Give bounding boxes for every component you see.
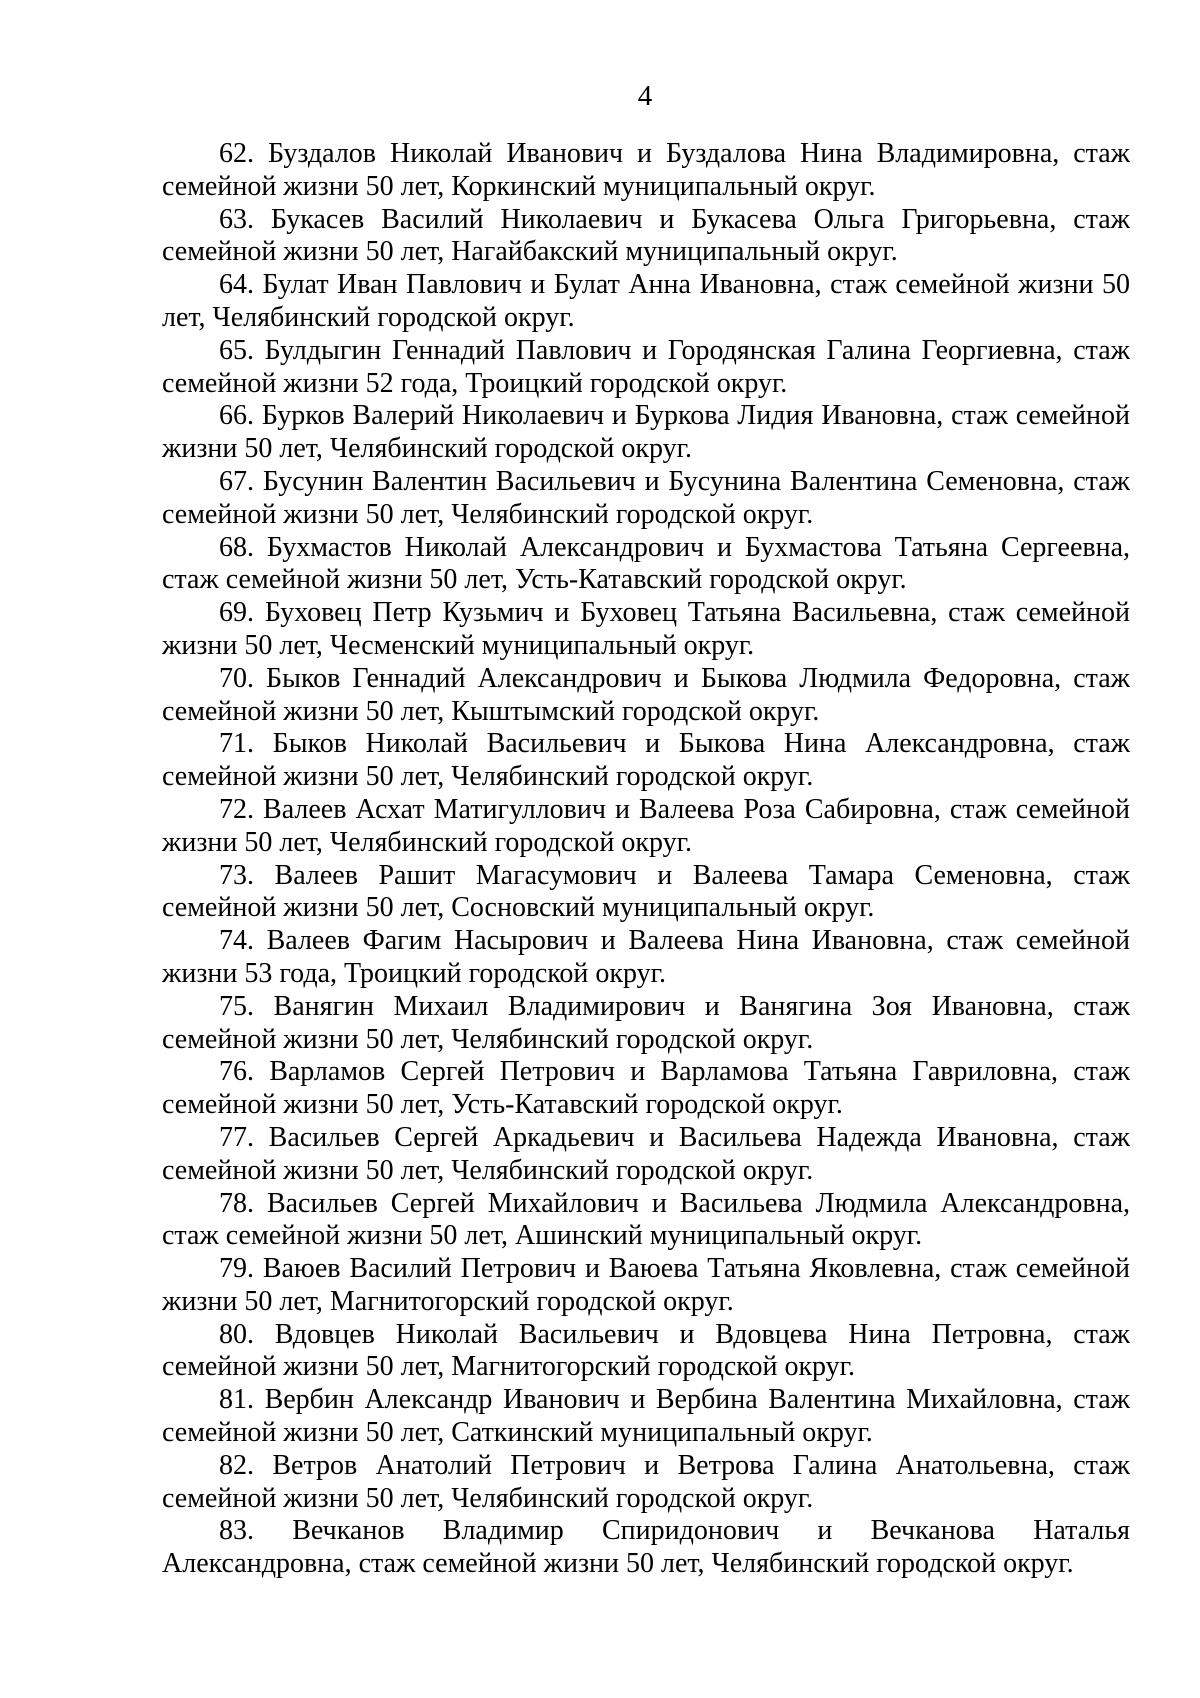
- list-item: [162, 925, 1130, 991]
- list-item-number: 63.: [219, 203, 254, 235]
- list-item-text: Буздалов Николай Иванович и Буздалова Нина Владимировна, стаж семейной жизни 50 лет, Коркинский муниципальный округ.: [162, 138, 1131, 202]
- list-item: [162, 269, 1130, 335]
- list-item-text: Вербин Александр Иванович и Вербина Валентина Михайловна, стаж семейной жизни 50 лет, Саткинский муниципальный округ.: [162, 1384, 1131, 1449]
- list-item-number: 72.: [219, 793, 254, 825]
- list-item: [162, 597, 1130, 663]
- list-item-text: Валеев Фагим Насырович и Валеева Нина Ивановна, стаж семейной жизни 53 года, Троицкий городской округ.: [162, 925, 1131, 989]
- list-item-text: Ваюев Василий Петрович и Ваюева Татьяна Яковлевна, стаж семейной жизни 50 лет, Магнитогорский городской округ.: [162, 1253, 1131, 1317]
- list-item-text: Букасев Василий Николаевич и Букасева Ольга Григорьевна, стаж семейной жизни 50 лет, Нагайбакский муниципальный округ.: [162, 203, 1130, 268]
- list-item: [162, 1122, 1130, 1188]
- list-item: [162, 138, 1130, 204]
- list-item-number: 81.: [219, 1384, 254, 1416]
- list-item-number: 76.: [219, 1056, 254, 1088]
- list-item-number: 79.: [219, 1253, 254, 1285]
- list-item-text: Ванягин Михаил Владимирович и Ванягина Зоя Ивановна, стаж семейной жизни 50 лет, Челябинский городской округ.: [162, 990, 1131, 1055]
- list-item-text: Быков Николай Васильевич и Быкова Нина Александровна, стаж семейной жизни 50 лет, Челябинский городской округ.: [162, 728, 1130, 793]
- list-item-number: 82.: [219, 1449, 254, 1481]
- list-item-number: 62.: [219, 138, 254, 169]
- list-item: [162, 1056, 1130, 1122]
- list-item-number: 75.: [219, 990, 254, 1022]
- list-item-text: Вечканов Владимир Спиридонович и Вечканова Наталья Александровна, стаж семейной жизни 50 лет, Челябинский городской округ.: [162, 1515, 1130, 1580]
- list-item-text: Буховец Петр Кузьмич и Буховец Татьяна Васильевна, стаж семейной жизни 50 лет, Чесменский муниципальный округ.: [162, 597, 1131, 661]
- list-item-number: 77.: [219, 1121, 254, 1153]
- list-item-text: Бухмастов Николай Александрович и Бухмастова Татьяна Сергеевна, стаж семейной жизни 50 лет, Усть-Катавский городской округ.: [162, 531, 1130, 596]
- list-item-number: 78.: [219, 1187, 254, 1219]
- list-item: [162, 1384, 1130, 1450]
- list-item-number: 68.: [219, 531, 254, 563]
- list-item: [162, 991, 1130, 1057]
- list-item-number: 64.: [219, 269, 254, 301]
- list-item-number: 70.: [219, 662, 254, 694]
- award-list: [162, 138, 1130, 1581]
- list-item: [162, 1253, 1130, 1319]
- list-item: [162, 466, 1130, 532]
- list-item: [162, 1188, 1130, 1254]
- list-item-number: 73.: [219, 859, 254, 891]
- list-item: [162, 335, 1130, 401]
- list-item-text: Васильев Сергей Аркадьевич и Васильева Надежда Ивановна, стаж семейной жизни 50 лет, Челябинский городской округ.: [162, 1121, 1130, 1186]
- list-item: [162, 663, 1130, 729]
- list-item: [162, 532, 1130, 598]
- list-item-number: 80.: [219, 1318, 254, 1350]
- list-item: [162, 1450, 1130, 1516]
- list-item-text: Бусунин Валентин Васильевич и Бусунина Валентина Семеновна, стаж семейной жизни 50 лет, Челябинский городской округ.: [162, 465, 1131, 530]
- list-item-text: Валеев Рашит Магасумович и Валеева Тамара Семеновна, стаж семейной жизни 50 лет, Сосновский муниципальный округ.: [162, 859, 1130, 924]
- list-item-text: Бурков Валерий Николаевич и Буркова Лидия Ивановна, стаж семейной жизни 50 лет, Челябинский городской округ.: [162, 400, 1130, 465]
- list-item-number: 67.: [219, 465, 254, 497]
- list-item-number: 66.: [219, 400, 254, 432]
- list-item-number: 71.: [219, 728, 254, 760]
- list-item: [162, 860, 1130, 926]
- list-item-text: Быков Геннадий Александрович и Быкова Людмила Федоровна, стаж семейной жизни 50 лет, Кыштымский городской округ.: [162, 662, 1130, 727]
- list-item: [162, 400, 1130, 466]
- list-item-number: 69.: [219, 597, 254, 629]
- list-item-number: 65.: [219, 334, 254, 366]
- list-item-text: Булдыгин Геннадий Павлович и Городянская Галина Георгиевна, стаж семейной жизни 52 года, Троицкий городской округ.: [162, 334, 1130, 399]
- list-item: [162, 204, 1130, 270]
- list-item-text: Булат Иван Павлович и Булат Анна Ивановна, стаж семейной жизни 50 лет, Челябинский городской округ.: [162, 269, 1130, 333]
- list-item-text: Ветров Анатолий Петрович и Ветрова Галина Анатольевна, стаж семейной жизни 50 лет, Челябинский городской округ.: [162, 1449, 1131, 1514]
- list-item-text: Варламов Сергей Петрович и Варламова Татьяна Гавриловна, стаж семейной жизни 50 лет, Усть-Катавский городской округ.: [162, 1056, 1131, 1121]
- list-item: [162, 794, 1130, 860]
- list-item-text: Васильев Сергей Михайлович и Васильева Людмила Александровна, стаж семейной жизни 50 лет, Ашинский муниципальный округ.: [162, 1187, 1130, 1252]
- list-item-number: 83.: [219, 1515, 254, 1547]
- list-item: [162, 1319, 1130, 1385]
- list-item: [162, 728, 1130, 794]
- list-item-text: Вдовцев Николай Васильевич и Вдовцева Нина Петровна, стаж семейной жизни 50 лет, Магнитогорский городской округ.: [162, 1318, 1130, 1383]
- list-item-number: 74.: [219, 925, 254, 957]
- list-item-text: Валеев Асхат Матигуллович и Валеева Роза Сабировна, стаж семейной жизни 50 лет, Челябинский городской округ.: [162, 793, 1130, 858]
- list-item: [162, 1515, 1130, 1581]
- page-number: 4: [637, 80, 653, 112]
